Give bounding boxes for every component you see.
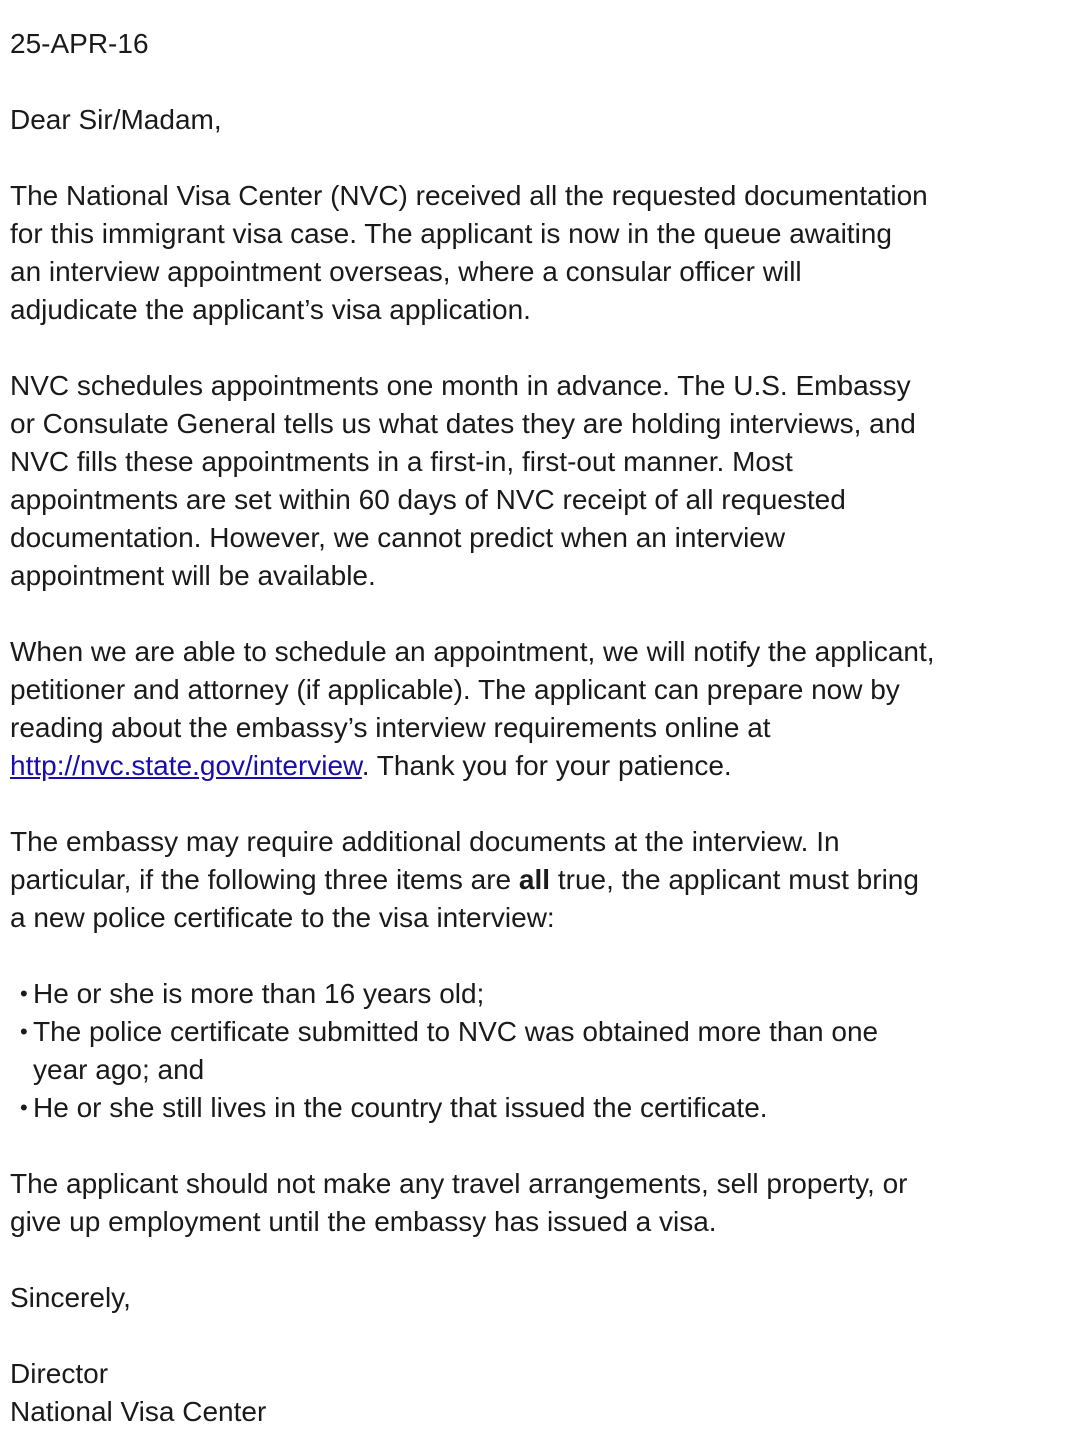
emphasis-all: all	[518, 864, 551, 895]
list-item-text: The police certificate submitted to NVC was obtained more than one	[33, 1016, 879, 1047]
paragraph-line-with-emphasis	[10, 861, 1076, 899]
bullet-marker: •	[20, 1095, 28, 1120]
police-certificate-conditions-list	[10, 975, 1076, 1127]
paragraph-line: documentation. However, we cannot predict when an interview	[10, 522, 786, 553]
paragraph-line: The National Visa Center (NVC) received all the requested documentation	[10, 180, 928, 211]
paragraph-line: adjudicate the applicant’s visa application.	[10, 294, 531, 325]
signature-block	[10, 1355, 1076, 1431]
paragraph-line: The applicant should not make any travel arrangements, sell property, or	[10, 1168, 908, 1199]
list-item	[10, 1089, 1076, 1127]
list-item-text: year ago; and	[33, 1054, 205, 1085]
paragraph-line: appointment will be available.	[10, 560, 376, 591]
paragraph-scheduling	[10, 367, 1076, 595]
letter-body	[10, 25, 1076, 1431]
text-before-emphasis: particular, if the following three items are	[10, 864, 519, 895]
paragraph-documentation-received	[10, 177, 1076, 329]
paragraph-travel-warning	[10, 1165, 1076, 1241]
paragraph-line: NVC schedules appointments one month in advance. The U.S. Embassy	[10, 370, 911, 401]
letter-date	[10, 25, 1076, 63]
list-item	[10, 1013, 1076, 1089]
bullet-marker: •	[20, 1019, 28, 1044]
paragraph-line: or Consulate General tells us what dates they are holding interviews, and	[10, 408, 916, 439]
paragraph-line: reading about the embassy’s interview requirements online at	[10, 712, 771, 743]
paragraph-line: for this immigrant visa case. The applicant is now in the queue awaiting	[10, 218, 892, 249]
paragraph-line: give up employment until the embassy has issued a visa.	[10, 1206, 717, 1237]
closing-text: Sincerely,	[10, 1282, 131, 1313]
paragraph-line: When we are able to schedule an appointment, we will notify the applicant,	[10, 636, 935, 667]
salutation	[10, 101, 1076, 139]
salutation-text: Dear Sir/Madam,	[10, 104, 222, 135]
paragraph-line: an interview appointment overseas, where a consular officer will	[10, 256, 802, 287]
paragraph-line: NVC fills these appointments in a first-in, first-out manner. Most	[10, 446, 793, 477]
list-item-text: He or she is more than 16 years old;	[33, 978, 485, 1009]
text-after-emphasis: true, the applicant must bring	[550, 864, 919, 895]
paragraph-line: petitioner and attorney (if applicable). The applicant can prepare now by	[10, 674, 900, 705]
paragraph-additional-documents	[10, 823, 1076, 937]
paragraph-line: appointments are set within 60 days of NVC receipt of all requested	[10, 484, 846, 515]
link-trailing-text: . Thank you for your patience.	[361, 750, 732, 781]
signature-org: National Visa Center	[10, 1396, 267, 1427]
closing	[10, 1279, 1076, 1317]
list-item-text: He or she still lives in the country that issued the certificate.	[33, 1092, 768, 1123]
date-text: 25-APR-16	[10, 28, 149, 59]
interview-info-link[interactable]: http://nvc.state.gov/interview	[10, 750, 362, 781]
paragraph-line: a new police certificate to the visa interview:	[10, 902, 555, 933]
signature-title: Director	[10, 1358, 109, 1389]
paragraph-notification	[10, 633, 1076, 785]
paragraph-line: The embassy may require additional documents at the interview. In	[10, 826, 840, 857]
bullet-marker: •	[20, 981, 28, 1006]
paragraph-line-with-link	[10, 747, 1076, 785]
list-item	[10, 975, 1076, 1013]
